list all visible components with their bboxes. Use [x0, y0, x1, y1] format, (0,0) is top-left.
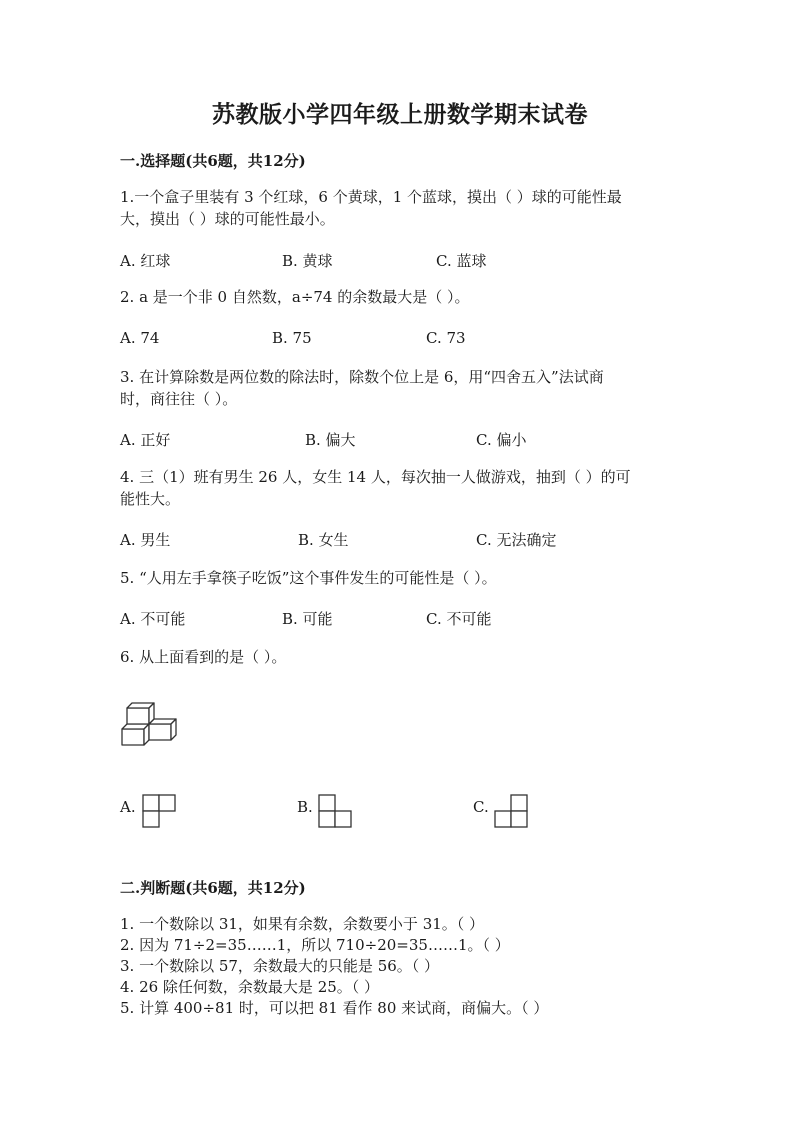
- question-6-option-c: C.: [473, 798, 489, 816]
- question-3-option-b: B. 偏大: [305, 431, 356, 449]
- question-4-line-2: 能性大。: [120, 490, 181, 508]
- question-6-option-a: A.: [120, 798, 136, 816]
- question-3-option-c: C. 偏小: [476, 431, 527, 449]
- page-title: 苏教版小学四年级上册数学期末试卷: [212, 101, 588, 128]
- option-c-squares-figure: [494, 794, 530, 834]
- question-4-option-c: C. 无法确定: [476, 531, 557, 549]
- question-1-option-b: B. 黄球: [282, 252, 333, 270]
- question-3-line-1: 3. 在计算除数是两位数的除法时，除数个位上是 6，用“四舍五入”法试商: [120, 368, 604, 386]
- question-4-line-1: 4. 三（1）班有男生 26 人，女生 14 人，每次抽一人做游戏，抽到（ ）的可: [120, 468, 631, 486]
- option-a-squares-figure: [142, 794, 178, 834]
- question-6-option-b: B.: [297, 798, 313, 816]
- question-2-line-1: 2. a 是一个非 0 自然数，a÷74 的余数最大是（ ）。: [120, 288, 470, 306]
- judge-item-3: 3. 一个数除以 57，余数最大的只能是 56。（ ）: [120, 957, 440, 975]
- judge-item-1: 1. 一个数除以 31，如果有余数，余数要小于 31。（ ）: [120, 915, 485, 933]
- question-2-option-c: C. 73: [426, 329, 466, 347]
- question-4-option-a: A. 男生: [120, 531, 171, 549]
- question-5-option-c: C. 不可能: [426, 610, 492, 628]
- judge-item-2: 2. 因为 71÷2=35……1，所以 710÷20=35……1。（ ）: [120, 936, 510, 954]
- question-3-line-2: 时，商往往（ ）。: [120, 390, 238, 408]
- judge-item-5: 5. 计算 400÷81 时，可以把 81 看作 80 来试商，商偏大。（ ）: [120, 999, 549, 1017]
- question-6-line-1: 6. 从上面看到的是（ ）。: [120, 648, 287, 666]
- cube-stack-figure: [118, 698, 180, 748]
- judge-item-4: 4. 26 除任何数，余数最大是 25。（ ）: [120, 978, 380, 996]
- question-5-option-a: A. 不可能: [120, 610, 186, 628]
- question-1-option-c: C. 蓝球: [436, 252, 487, 270]
- question-1-option-a: A. 红球: [120, 252, 171, 270]
- question-4-option-b: B. 女生: [298, 531, 349, 549]
- question-5-line-1: 5. “人用左手拿筷子吃饭”这个事件发生的可能性是（ ）。: [120, 569, 497, 587]
- question-1-line-2: 大，摸出（ ）球的可能性最小。: [120, 210, 335, 228]
- question-1-line-1: 1.一个盒子里装有 3 个红球，6 个黄球，1 个蓝球，摸出（ ）球的可能性最: [120, 188, 622, 206]
- question-5-option-b: B. 可能: [282, 610, 333, 628]
- section-heading-choice: 一.选择题(共6题，共12分): [120, 152, 306, 170]
- option-b-squares-figure: [318, 794, 354, 834]
- question-3-option-a: A. 正好: [120, 431, 171, 449]
- question-2-option-b: B. 75: [272, 329, 312, 347]
- question-2-option-a: A. 74: [120, 329, 160, 347]
- section-heading-judge: 二.判断题(共6题，共12分): [120, 879, 306, 897]
